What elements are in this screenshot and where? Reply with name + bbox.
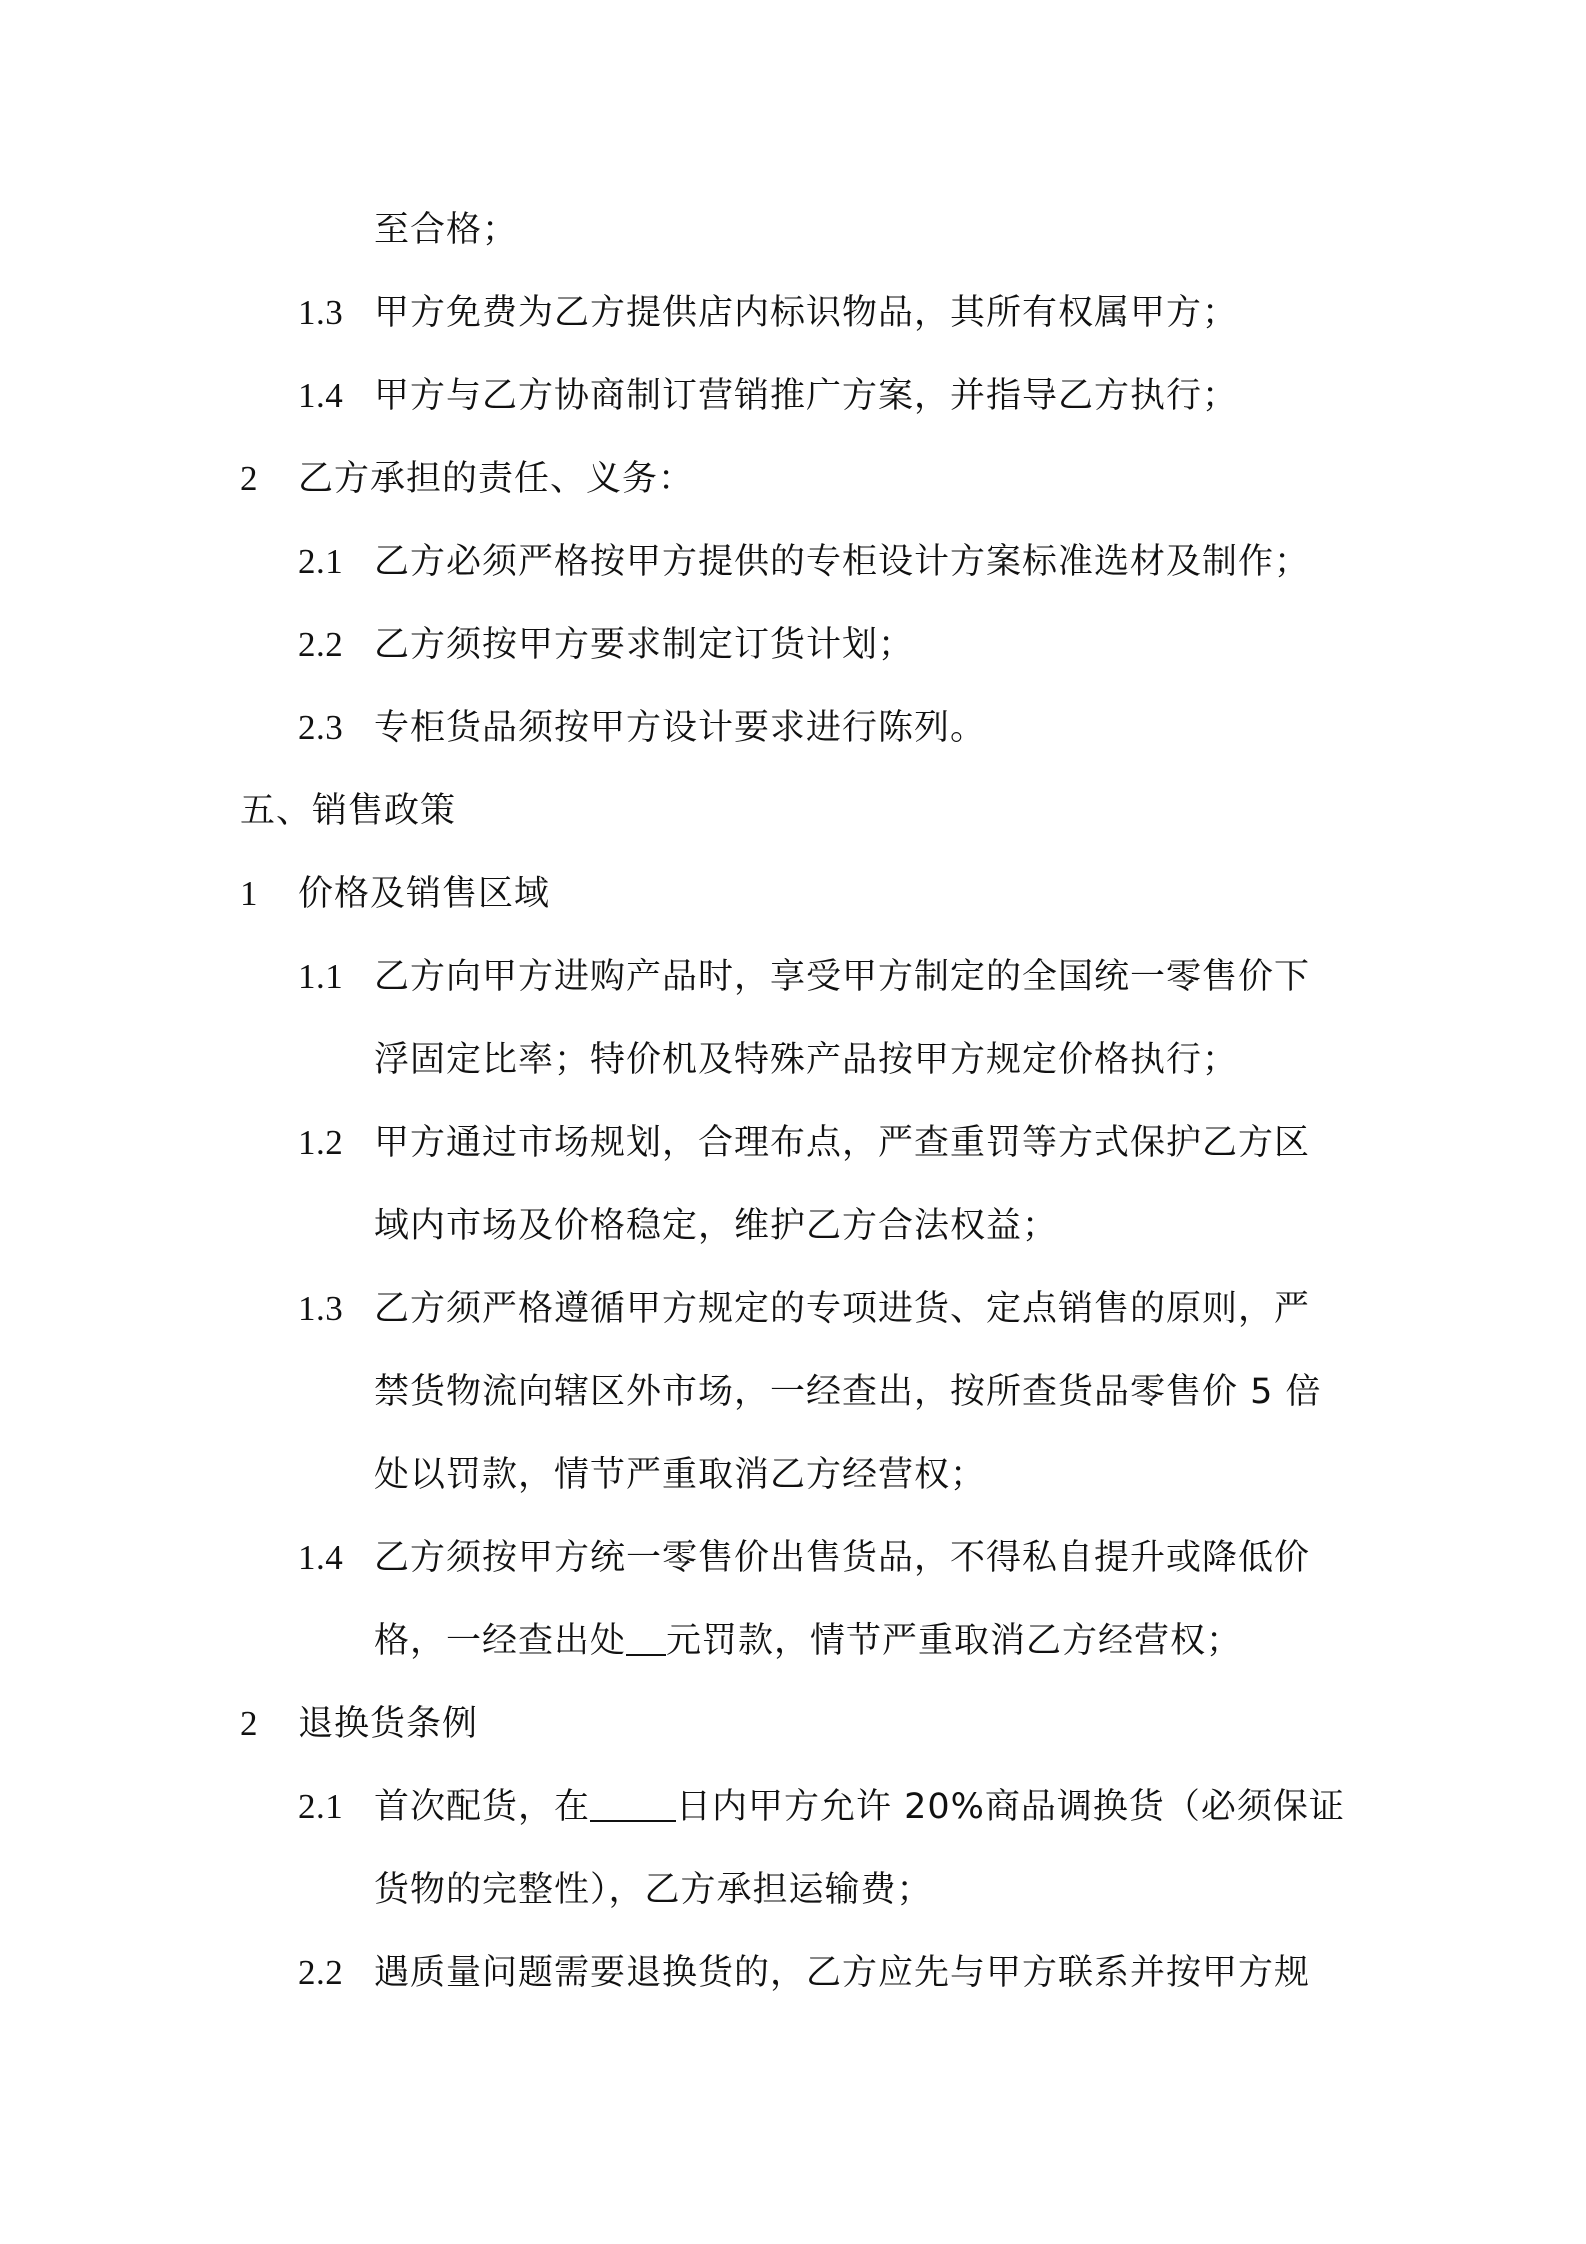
item-number: 2.3 xyxy=(298,708,344,747)
item-text xyxy=(374,1777,1345,1837)
item-text: 乙方必须严格按甲方提供的专柜设计方案标准选材及制作； xyxy=(374,542,1311,582)
item-text-continued xyxy=(374,1611,1242,1671)
item-text: 乙方向甲方进购产品时，享受甲方制定的全国统一零售价下 xyxy=(374,957,1311,997)
item-text-continued: 处以罚款，情节严重取消乙方经营权； xyxy=(374,1455,987,1495)
item-text: 专柜货品须按甲方设计要求进行陈列。 xyxy=(374,708,987,748)
item-text: 甲方与乙方协商制订营销推广方案，并指导乙方执行； xyxy=(374,376,1239,416)
item-text: 甲方免费为乙方提供店内标识物品，其所有权属甲方； xyxy=(374,293,1239,333)
item-number: 1.4 xyxy=(298,1538,344,1577)
item-number: 1 xyxy=(240,874,258,913)
item-text-continued: 货物的完整性），乙方承担运输费； xyxy=(374,1870,933,1910)
item-text: 甲方通过市场规划，合理布点，严查重罚等方式保护乙方区 xyxy=(374,1123,1311,1163)
item-text: 乙方须按甲方要求制定订货计划； xyxy=(374,625,915,665)
item-text: 乙方须严格遵循甲方规定的专项进货、定点销售的原则，严 xyxy=(374,1289,1311,1329)
item-text-continued: 浮固定比率；特价机及特殊产品按甲方规定价格执行； xyxy=(374,1040,1239,1080)
text-before-blank: 格，一经查出处 xyxy=(374,1621,627,1661)
item-text: 遇质量问题需要退换货的，乙方应先与甲方联系并按甲方规 xyxy=(374,1953,1311,1993)
fill-in-blank xyxy=(626,1620,666,1656)
item-number: 1.2 xyxy=(298,1123,344,1162)
item-text-continued: 域内市场及价格稳定，维护乙方合法权益； xyxy=(374,1206,1059,1246)
item-number: 1.3 xyxy=(298,293,344,332)
item-number: 2.2 xyxy=(298,1953,344,1992)
fill-in-blank xyxy=(590,1786,676,1822)
item-text-continued: 禁货物流向辖区外市场，一经查出，按所查货品零售价 5 倍 xyxy=(374,1372,1322,1412)
text-before-blank: 首次配货，在 xyxy=(374,1787,591,1827)
item-number: 2 xyxy=(240,1704,258,1743)
item-number: 1.1 xyxy=(298,957,344,996)
item-text: 乙方承担的责任、义务： xyxy=(298,459,695,499)
item-number: 2.1 xyxy=(298,1787,344,1826)
item-number: 2 xyxy=(240,459,258,498)
item-number: 2.2 xyxy=(298,625,344,664)
item-number: 2.1 xyxy=(298,542,344,581)
item-number: 1.3 xyxy=(298,1289,344,1328)
item-text: 退换货条例 xyxy=(298,1704,479,1744)
item-text: 价格及销售区域 xyxy=(298,874,551,914)
section-heading-text: 五、销售政策 xyxy=(240,791,457,831)
text-after-blank: 日内甲方允许 20%商品调换货（必须保证 xyxy=(676,1787,1345,1827)
item-text: 乙方须按甲方统一零售价出售货品，不得私自提升或降低价 xyxy=(374,1538,1311,1578)
text-after-blank: 元罚款，情节严重取消乙方经营权； xyxy=(666,1621,1243,1661)
paragraph-text: 至合格； xyxy=(374,210,519,250)
item-number: 1.4 xyxy=(298,376,344,415)
